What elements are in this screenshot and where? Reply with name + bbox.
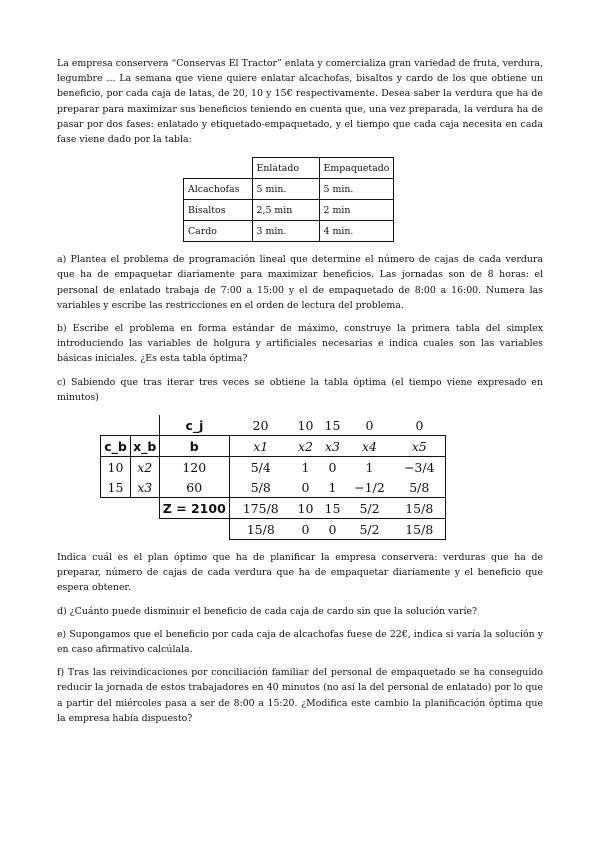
row-value: 5/4 [230,457,292,478]
row-xb: x3 [131,477,160,498]
question-f: f) Tras las reivindicaciones por conciliación familiar del personal de empaquetado se ha conseguido reducir la jornada de estos trabajadores en 40 minutos (no así la del personal de enlatado) por lo que a partir del miércoles pasa a ser de 8:00 a 15:20. ¿Modifica este cambio la planificación óptima que la empresa había dispuesto? [57,667,543,724]
var-header: x1 [230,436,292,457]
row-value: 1 [292,457,320,478]
cb-label: c_b [101,436,131,457]
cj-value: 0 [365,417,374,433]
row-value: −3/4 [394,457,446,478]
row-value: 0 [301,479,310,495]
simplex-diff-row [101,519,446,540]
row-value: 5/8 [230,477,292,498]
diff-value: 15/8 [394,519,446,540]
simplex-table [100,415,446,540]
zj-value: 15 [320,498,346,519]
row-b: 60 [186,479,203,495]
diff-value: 0 [320,519,346,540]
times-row-enlatado: 2,5 min [252,200,319,221]
simplex-header-row [101,436,446,457]
var-header: x2 [292,436,320,457]
zj-value: 5/2 [346,498,394,519]
table-row [184,179,394,200]
times-row-name: Alcachofas [184,179,253,200]
times-row-empaquetado: 2 min [319,200,394,221]
row-value: 1 [328,479,337,495]
cj-label: c_j [159,415,230,436]
times-header-empaquetado: Empaquetado [319,158,394,179]
question-c-follow: Indica cuál es el plan óptimo que ha de planificar la empresa conservera: verduras que ha de preparar, número de cajas de cada verdura que ha de empaquetar diariamente y el beneficio que espera obtener. [57,552,543,594]
var-header: x4 [346,436,394,457]
question-b: b) Escribe el problema en forma estándar de máximo, construye la primera tabla del simplex introduciendo las variables de holgura y artificiales necesarias e indica cuales son las variables básicas iniciales. ¿Es esta tabla óptima? [57,323,543,365]
row-xb: x2 [131,457,160,478]
times-row-name: Cardo [184,221,253,242]
table-row [184,200,394,221]
diff-value: 15/8 [230,519,292,540]
row-value: 1 [346,457,394,478]
zj-value: 10 [292,498,320,519]
table-row [101,457,446,478]
times-row-empaquetado: 5 min. [319,179,394,200]
zj-value: 15/8 [394,498,446,519]
times-table [183,157,394,242]
cj-value: 15 [324,417,341,433]
intro-paragraph: La empresa conservera “Conservas El Tractor” enlata y comercializa gran variedad de fruta, verdura, legumbre ... La semana que viene quiere enlatar alcachofas, bisaltos y cardo de los que obtiene un beneficio, por cada caja de latas, de 20, 10 y 15€ respectivamente. Desea saber la verdura que ha de preparar para maximizar sus beneficios teniendo en cuenta que, una vez preparada, la verdura ha de pasar por dos fases: enlatado y etiquetado-empaquetado, y el tiempo que cada caja necesita en cada fase viene dado por la tabla: [57,58,543,146]
cj-value: 10 [297,417,314,433]
question-d: d) ¿Cuánto puede disminuir el beneficio de cada caja de cardo sin que la solución varíe? [57,605,478,617]
table-row [184,221,394,242]
row-cb: 10 [101,457,131,478]
row-value: 5/8 [394,477,446,498]
question-c: c) Sabiendo que tras iterar tres veces se obtiene la tabla óptima (el tiempo viene expresado en minutos) [57,376,543,403]
times-row-enlatado: 5 min. [252,179,319,200]
row-value: −1/2 [354,479,385,495]
simplex-cj-row [101,415,446,436]
table-row [101,477,446,498]
row-cb: 15 [101,477,131,498]
xb-label: x_b [131,436,160,457]
row-value: 0 [320,457,346,478]
cj-value: 0 [415,417,424,433]
simplex-z-row [101,498,446,519]
question-a: a) Plantea el problema de programación lineal que determine el número de cajas de cada verdura que ha de empaquetar diariamente para maximizar beneficios. Las jornadas son de 8 horas: el personal de enlatado trabaja de 7:00 a 15:00 y el de empaquetado de 8:00 a 16:00. Numera las variables y escribe las restricciones en el orden de lectura del problema. [57,254,543,311]
document-page [57,56,543,726]
b-label: b [159,436,230,457]
times-row-enlatado: 3 min. [252,221,319,242]
diff-value: 0 [292,519,320,540]
times-row-name: Bisaltos [184,200,253,221]
times-header-row [184,158,394,179]
row-b: 120 [159,457,230,478]
diff-value: 5/2 [346,519,394,540]
question-e: e) Supongamos que el beneficio por cada caja de alcachofas fuese de 22€, indica si varía la solución y en caso afirmativo calcúlala. [57,628,543,656]
times-corner [184,158,253,179]
var-header: x3 [320,436,346,457]
var-header: x5 [394,436,446,457]
cj-value: 20 [252,417,269,433]
times-row-empaquetado: 4 min. [319,221,394,242]
zj-value: 175/8 [230,498,292,519]
times-header-enlatado: Enlatado [252,158,319,179]
z-value: Z = 2100 [159,498,230,519]
